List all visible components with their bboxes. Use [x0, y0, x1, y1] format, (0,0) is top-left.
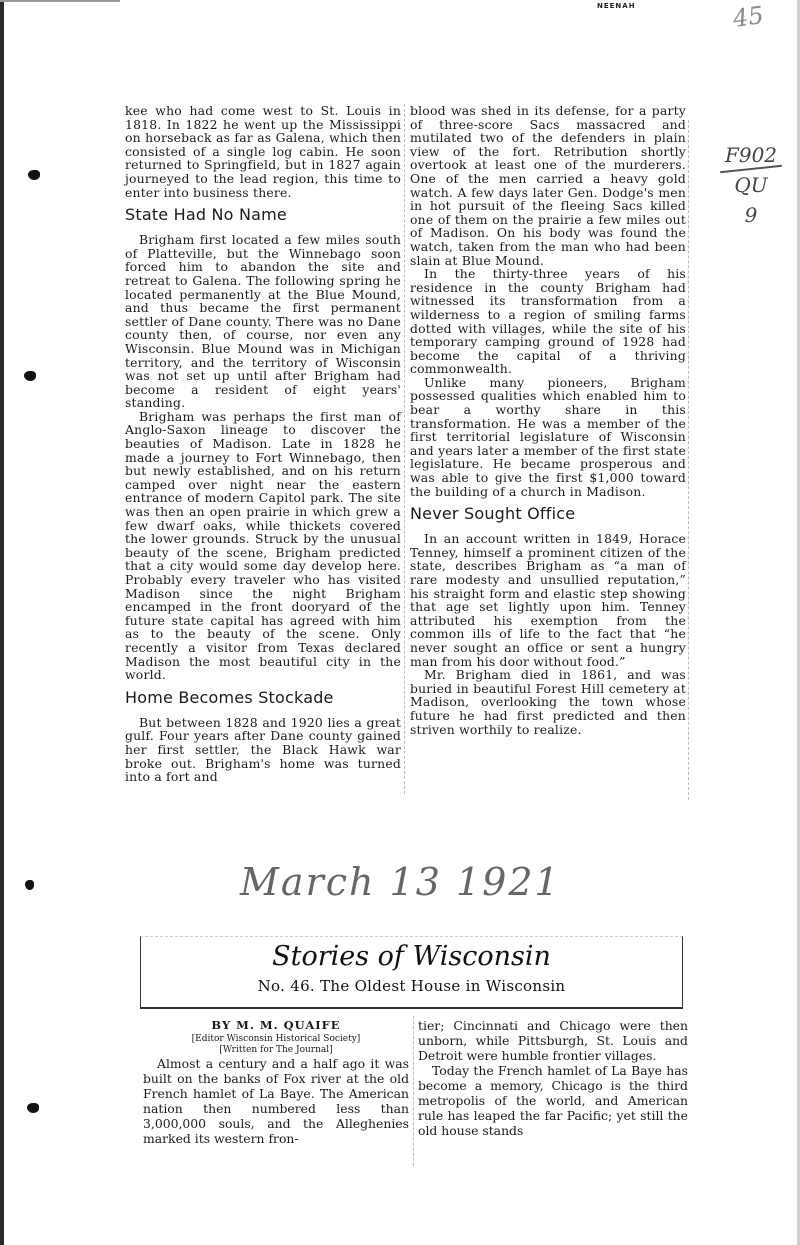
- call-number-bottom: 9: [744, 203, 758, 227]
- handwritten-page-number: 45: [731, 1, 766, 33]
- paragraph: In an account written in 1849, Horace Tenney, himself a prominent citizen of the state, describes Brigham as “a man of rare modesty and unsullied reputation,” his straight form and elastic step showing that age set lightly upon him. Tenney attributed his exemption from the common ills of life to the fact that “he never sought an office or sent a hungry man from his door without food.”: [410, 531, 686, 669]
- section-heading-never-sought-office: Never Sought Office: [410, 504, 576, 524]
- binder-hole-mark-icon: [25, 880, 34, 890]
- paragraph: tier; Cincinnati and Chicago were then unborn, while Pittsburgh, St. Louis and Detroit were humble frontier villages.: [418, 1018, 688, 1063]
- column-divider: [404, 104, 406, 794]
- paragraph: Today the French hamlet of La Baye has become a memory, Chicago is the third metropolis of the world, and American rule has leaped the far Pacific; yet still the old house stands: [418, 1063, 688, 1138]
- paragraph: But between 1828 and 1920 lies a great gulf. Four years after Dane county gained her first settler, the Black Hawk war broke out. Brigham's home was turned into a fort and: [125, 714, 401, 785]
- call-number-top: F902: [724, 143, 778, 167]
- paragraph: Almost a century and a half ago it was built on the banks of Fox river at the old French hamlet of La Baye. The American nation then numbered less than 3,000,000 souls, and the Alleghenies marked its western fron-: [143, 1056, 409, 1146]
- binder-hole-mark-icon: [28, 170, 40, 180]
- byline: BY M. M. QUAIFE: [211, 1018, 341, 1032]
- column-right-rule: [688, 120, 690, 800]
- paragraph: In the thirty-three years of his residence in the county Brigham had witnessed its transformation from a wilderness to a region of smiling farms dotted with villages, while the site of his temporary camping ground of 1928 had become the capital of a thriving commonwealth.: [410, 266, 686, 377]
- scan-top-strip: [0, 0, 120, 2]
- paragraph: blood was shed in its defense, for a party of three-score Sacs massacred and mutilated two of the defenders in plain view of the fort. Retribution shortly overtook at least one of the murderers. One of the men carried a heavy gold watch. A few days later Gen. Dodge's men in hot pursuit of the fleeing Sacs killed one of them on the prairie a few miles out of Madison. On his body was found the watch, taken from the man who had been slain at Blue Mound.: [410, 103, 686, 268]
- scan-left-edge: [0, 0, 4, 1245]
- article-right-column: [410, 104, 686, 736]
- new-article-left-column: [143, 1018, 409, 1146]
- handwritten-call-number: [716, 140, 786, 230]
- new-article-right-column: [418, 1018, 688, 1138]
- article-left-column: [125, 104, 401, 784]
- paragraph: Brigham was perhaps the first man of Anglo-Saxon lineage to discover the beauties of Madison. Late in 1828 he made a journey to Fort Winnebago, then but newly established, and on his return camped over night near the eastern entrance of modern Capitol park. The site was then an open prairie in which grew a few dwarf oaks, while thickets covered the lower grounds. Struck by the unusual beauty of the scene, Brigham predicted that a city would some day develop here. Probably every traveler who has visited Madison since the night Brigham encamped in the front dooryard of the future state capital has agreed with him as to the beauty of the scene. Only recently a visitor from Texas declared Madison the most beautiful city in the world.: [125, 408, 401, 683]
- binder-hole-mark-icon: [27, 1103, 39, 1113]
- paragraph: Mr. Brigham died in 1861, and was buried in beautiful Forest Hill cemetery at Madison, overlooking the town whose future he had first predicted and then striven worthily to realize.: [410, 667, 686, 737]
- column-divider: [413, 1016, 415, 1166]
- section-heading-state-had-no-name: State Had No Name: [125, 205, 287, 225]
- paragraph: Unlike many pioneers, Brigham possessed qualities which enabled him to bear a worthy share in this transformation. He was a member of the first territorial legislature of Wisconsin and years later a member of the first state legislature. He became prosperous and was able to give the first $1,000 toward the building of a church in Madison.: [410, 374, 686, 499]
- article-subtitle: No. 46. The Oldest House in Wisconsin: [257, 977, 566, 995]
- paragraph: Brigham first located a few miles south of Platteville, but the Winnebago soon forced him to abandon the site and retreat to Galena. The following spring he located permanently at the Blue Mound, and thus became the first permanent settler of Dane county. There was no Dane county then, of course, nor even any Wisconsin. Blue Mound was in Michigan territory, and the territory of Wisconsin was not set up until after Brigham had become a resident of eight years' standing.: [125, 232, 401, 411]
- call-number-middle: QU: [734, 173, 768, 197]
- binder-hole-mark-icon: [24, 371, 36, 381]
- publication-credit: [Written for The Journal]: [219, 1045, 333, 1055]
- author-credit: [Editor Wisconsin Historical Society]: [191, 1034, 361, 1044]
- series-title-box: [140, 936, 683, 1009]
- neenah-stamp: NEENAH: [597, 2, 636, 10]
- handwritten-date: March 13 1921: [240, 860, 561, 904]
- series-title: Stories of Wisconsin: [272, 941, 551, 972]
- paragraph: kee who had come west to St. Louis in 1818. In 1822 he went up the Mississippi on horseback as far as Galena, which then consisted of a single log cabin. He soon returned to Springfield, but in 1827 again journeyed to the lead region, this time to enter into business there.: [125, 103, 401, 200]
- section-heading-home-becomes-stockade: Home Becomes Stockade: [125, 687, 334, 707]
